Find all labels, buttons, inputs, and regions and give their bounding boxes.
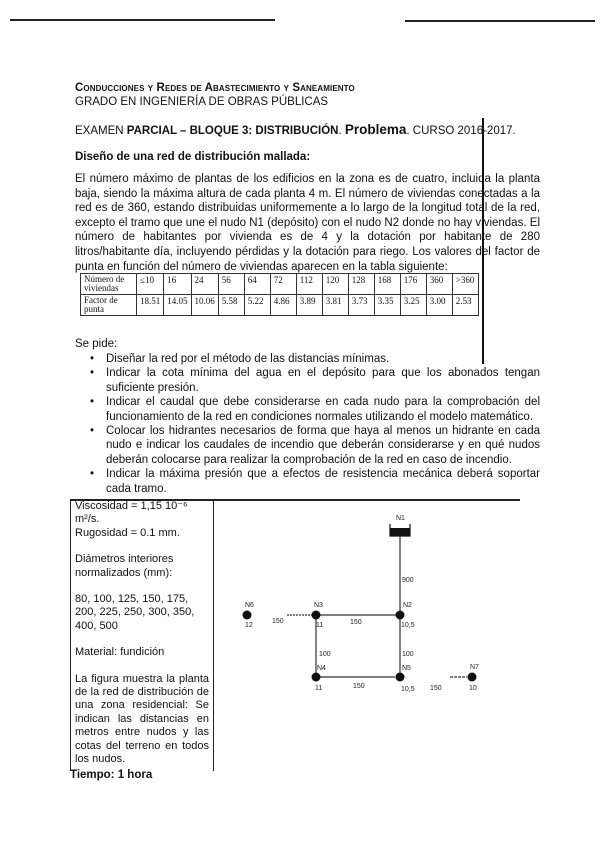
node-label: N7 (470, 664, 479, 671)
diameters-list: 80, 100, 125, 150, 175, 200, 225, 250, 300, 350, 400, 500 (75, 593, 195, 632)
peak-factor-table (80, 273, 479, 316)
top-rule-right (405, 20, 595, 22)
properties-panel (70, 500, 214, 771)
table-cell: ≤10 (137, 274, 164, 295)
course-title: Conducciones y Redes de Abastecimiento y Saneamiento (75, 82, 355, 94)
table-cell: 5.58 (218, 295, 244, 316)
material: Material: fundición (75, 646, 165, 659)
table-cell: 56 (218, 274, 244, 295)
table-cell: 3.35 (374, 295, 400, 316)
node-elevation: 12 (245, 622, 253, 629)
table-cell: >360 (452, 274, 478, 295)
row-header: Factor de punta (81, 295, 137, 316)
table-cell: 14.05 (164, 295, 191, 316)
table-row-viviendas (81, 274, 479, 295)
exam-time: Tiempo: 1 hora (70, 769, 153, 781)
pipe-length: 900 (402, 577, 414, 584)
table-cell: 3.81 (322, 295, 348, 316)
table-row-factor (81, 295, 479, 316)
table-cell: 3.25 (400, 295, 426, 316)
exam-prefix: EXAMEN (75, 125, 127, 137)
node-elevation: 11 (316, 622, 324, 629)
table-cell: 18.51 (137, 295, 164, 316)
pipe-length: 150 (272, 618, 284, 625)
pipe-length: 100 (319, 651, 331, 658)
exam-header (75, 122, 516, 137)
list-item: • Diseñar la red por el método de las distancias mínimas. (90, 352, 540, 366)
exam-course: . CURSO 2016-2017. (406, 125, 516, 137)
node-elevation: 10 (469, 685, 477, 692)
table-cell: 10.06 (191, 295, 218, 316)
table-cell: 120 (322, 274, 348, 295)
row-header: Número de viviendas (81, 274, 137, 295)
table-cell: 176 (400, 274, 426, 295)
tank-icon (390, 524, 410, 536)
table-cell: 128 (348, 274, 374, 295)
problem-subtitle: Diseño de una red de distribución mallada: (75, 151, 311, 163)
node-icon (396, 673, 405, 682)
list-item: • Indicar la máxima presión que a efectos de resistencia mecánica deberá soportar cada tramo. (90, 467, 540, 496)
table-cell: 168 (374, 274, 400, 295)
node-icon (396, 611, 405, 620)
table-cell: 24 (191, 274, 218, 295)
table-cell: 72 (270, 274, 296, 295)
exam-dot: . (338, 125, 345, 137)
node-label: N6 (245, 602, 254, 609)
table-cell: 5.22 (244, 295, 270, 316)
degree-title: GRADO EN INGENIERÍA DE OBRAS PÚBLICAS (75, 96, 329, 108)
table-cell: 2.53 (452, 295, 478, 316)
node-label: N1 (396, 515, 405, 522)
top-rule-left (10, 19, 275, 21)
node-icon (312, 611, 321, 620)
viscosity: Viscosidad = 1,15 10⁻⁶ m²/s. (75, 500, 188, 526)
diameters-label: Diámetros interiores normalizados (mm): (75, 553, 174, 579)
table-cell: 3.00 (426, 295, 452, 316)
list-item: • Indicar el caudal que debe considerarse en cada nudo para la comprobación del funcionamiento de la red en condiciones normales utilizando el modelo matemático. (90, 395, 540, 424)
roughness: Rugosidad = 0.1 mm. (75, 526, 180, 539)
tasks-heading: Se pide: (75, 338, 118, 350)
node-label: N3 (314, 602, 323, 609)
node-icon (468, 673, 477, 682)
table-cell: 64 (244, 274, 270, 295)
node-elevation: 11 (315, 685, 323, 692)
network-diagram (215, 505, 535, 705)
node-label: N2 (403, 602, 412, 609)
node-label: N5 (402, 665, 411, 672)
pipe-length: 150 (430, 685, 442, 692)
exam-block: PARCIAL – BLOQUE 3: DISTRIBUCIÓN (126, 125, 339, 137)
figure-note: La figura muestra la planta de la red de distribución de una zona residencial: Se indican las distancias en metros entre nudos y las cotas del terreno en todos los nudos. (75, 672, 209, 766)
pipe-length: 150 (353, 683, 365, 690)
table-cell: 112 (296, 274, 322, 295)
list-item: • Indicar la cota mínima del agua en el depósito para que los abonados tengan suficiente presión. (90, 366, 540, 395)
table-cell: 3.73 (348, 295, 374, 316)
table-cell: 3.89 (296, 295, 322, 316)
table-cell: 360 (426, 274, 452, 295)
table-cell: 4.86 (270, 295, 296, 316)
node-label: N4 (317, 665, 326, 672)
exam-problem: Problema (344, 122, 407, 137)
node-icon (243, 611, 252, 620)
node-elevation: 10,5 (401, 622, 415, 629)
task-list (90, 352, 540, 496)
node-icon (312, 673, 321, 682)
table-cell: 16 (164, 274, 191, 295)
list-item: • Colocar los hidrantes necesarios de forma que haya al menos un hidrante en cada nudo e indicar los caudales de incendio que deberán considerarse y en qué nudos deberán colocarse para realizar la comprobación de la red en caso de incendio. (90, 424, 540, 467)
pipe-length: 150 (350, 619, 362, 626)
node-elevation: 10,5 (401, 686, 415, 693)
pipe-length: 100 (402, 651, 414, 658)
problem-statement: El número máximo de plantas de los edificios en la zona es de cuatro, incluida la planta baja, siendo la máxima altura de cada planta 4 m. El número de viviendas conectadas a la red es de 360, estando distribuidas uniformemente a lo largo de la longitud total de la red, excepto el tramo que une el nudo N1 (depósito) con el nudo N2 donde no hay viviendas. El número de habitantes por vivienda es de 4 y la dotación por habitante de 280 litros/habitante día, incluyendo pérdidas y la dotación para riego. Los valores del factor de punta en función del número de viviendas aparecen en la tabla siguiente: (75, 173, 540, 273)
